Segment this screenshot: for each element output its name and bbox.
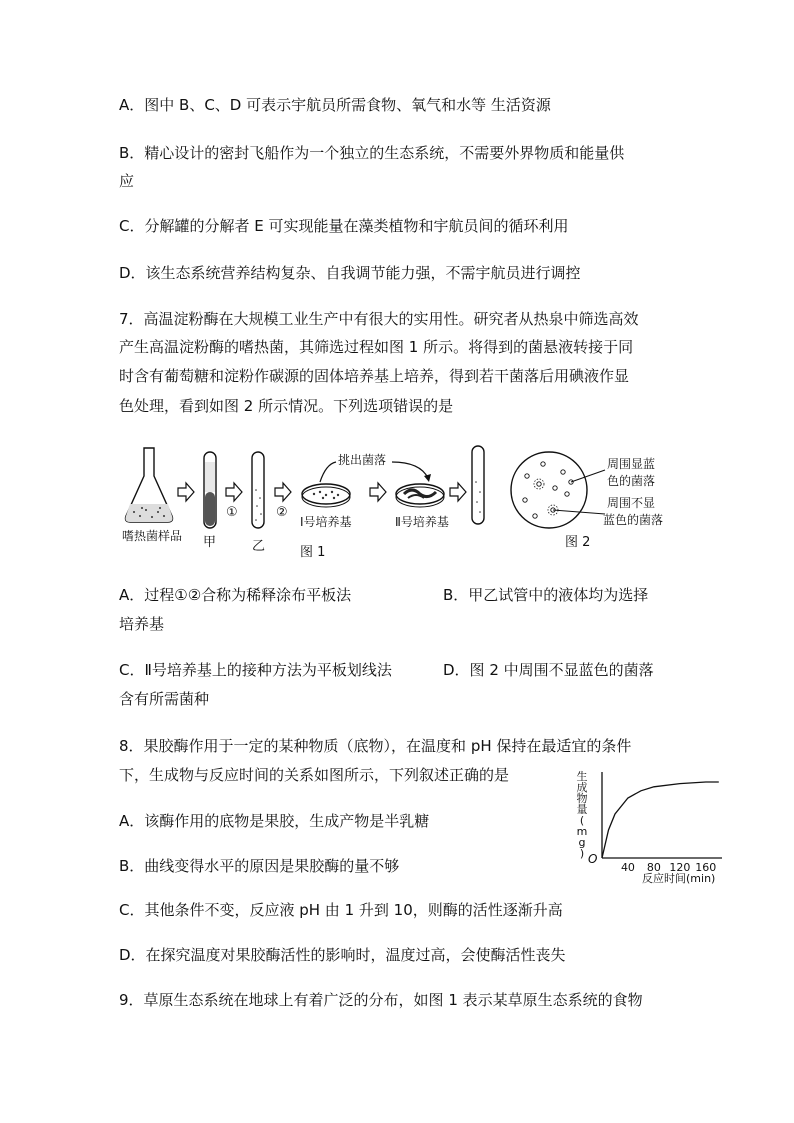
x-tick-label: 120 (669, 861, 691, 874)
test-tube-b (252, 452, 264, 528)
q8-option-d: D．在探究温度对果胶酶活性的影响时，温度过高，会使酶活性丧失 (119, 946, 566, 964)
blue-colony-label-1: 周围显蓝 (607, 457, 656, 471)
arrow-right-icon (275, 483, 291, 501)
noblue-colony-label-1: 周围不显 (607, 496, 656, 510)
arrow-right-icon (226, 483, 242, 501)
origin-label: O (588, 852, 598, 866)
medium-2-label: Ⅱ号培养基 (395, 515, 449, 529)
q8-stem-line1: 8．果胶酶作用于一定的某种物质（底物），在温度和 pH 保持在最适宜的条件 (119, 737, 632, 755)
q7-stem-line1: 7．高温淀粉酶在大规模工业生产中有很大的实用性。研究者从热泉中筛选高效 (119, 310, 639, 328)
q7-option-c: C．Ⅱ号培养基上的接种方法为平板划线法 (119, 661, 392, 679)
q7-option-b-line2: 培养基 (119, 615, 165, 633)
petri-dish-2 (396, 484, 444, 507)
q7-option-d-line2: 含有所需菌种 (119, 690, 210, 708)
x-tick-label: 160 (695, 861, 717, 874)
y-axis-label: 生成物量( m g ) (576, 770, 588, 860)
x-axis-label: 反应时间(min) (642, 872, 716, 885)
tube-a-label: 甲 (203, 535, 217, 550)
q8-stem-line2: 下，生成物与反应时间的关系如图所示，下列叙述正确的是 (119, 766, 510, 784)
q6-option-b-line2: 应 (119, 172, 135, 190)
sample-label: 嗜热菌样品 (122, 529, 183, 543)
q7-figure-2 (505, 448, 685, 558)
x-tick-label: 40 (620, 861, 635, 874)
q7-option-a: A．过程①②合称为稀释涂布平板法 (119, 586, 352, 604)
q6-option-c: C．分解罐的分解者 E 可实现能量在藻类植物和宇航员间的循环利用 (119, 217, 569, 235)
q7-stem-line3: 时含有葡萄糖和淀粉作碳源的固体培养基上培养，得到若干菌落后用碘液作显 (119, 367, 630, 385)
q8-option-c: C．其他条件不变，反应液 pH 由 1 升到 10，则酶的活性逐渐升高 (119, 901, 563, 919)
q7-stem-line4: 色处理，看到如图 2 所示情况。下列选项错误的是 (119, 397, 454, 415)
arrow-right-icon (450, 483, 466, 501)
q7-figure-1 (120, 442, 500, 562)
q7-stem-line2: 产生高温淀粉酶的嗜热菌，其筛选过程如图 1 所示。将得到的菌悬液转接于同 (119, 338, 634, 356)
medium-1-label: Ⅰ号培养基 (300, 515, 352, 529)
curved-arrow-icon (320, 462, 336, 482)
test-tube-c (472, 446, 484, 524)
figure-2-caption: 图 2 (565, 535, 591, 550)
q8-option-a: A．该酶作用的底物是果胶，生成产物是半乳糖 (119, 812, 430, 830)
product-curve (602, 782, 719, 858)
q6-option-d: D．该生态系统营养结构复杂、自我调节能力强，不需宇航员进行调控 (119, 264, 581, 282)
petri-dish-1 (302, 484, 350, 507)
x-tick-label: 80 (646, 861, 661, 874)
q8-option-b: B．曲线变得水平的原因是果胶酶的量不够 (119, 857, 400, 875)
q6-option-b-line1: B．精心设计的密封飞船作为一个独立的生态系统，不需要外界物质和能量供 (119, 144, 625, 162)
step-1-label: ① (226, 505, 238, 520)
arrow-right-icon (178, 483, 194, 501)
petri-dish-top-view (511, 452, 587, 528)
q6-option-a: A．图中 B、C、D 可表示宇航员所需食物、氧气和水等 生活资源 (119, 96, 551, 114)
q9-stem-line1: 9．草原生态系统在地球上有着广泛的分布，如图 1 表示某草原生态系统的食物 (119, 991, 643, 1009)
pick-colony-label: 挑出菌落 (338, 453, 387, 467)
blue-colony-label-2: 色的菌落 (607, 474, 656, 488)
test-tube-a (204, 452, 216, 528)
tube-b-label: 乙 (252, 539, 266, 554)
arrow-right-icon (370, 483, 386, 501)
step-2-label: ② (276, 505, 288, 520)
figure-1-caption: 图 1 (300, 545, 326, 560)
flask-icon (126, 448, 173, 522)
q8-chart (560, 768, 730, 886)
q7-option-d-line1: D．图 2 中周围不显蓝色的菌落 (443, 661, 654, 679)
noblue-colony-label-2: 蓝色的菌落 (603, 513, 664, 527)
q7-option-b-line1: B．甲乙试管中的液体均为选择 (443, 586, 649, 604)
